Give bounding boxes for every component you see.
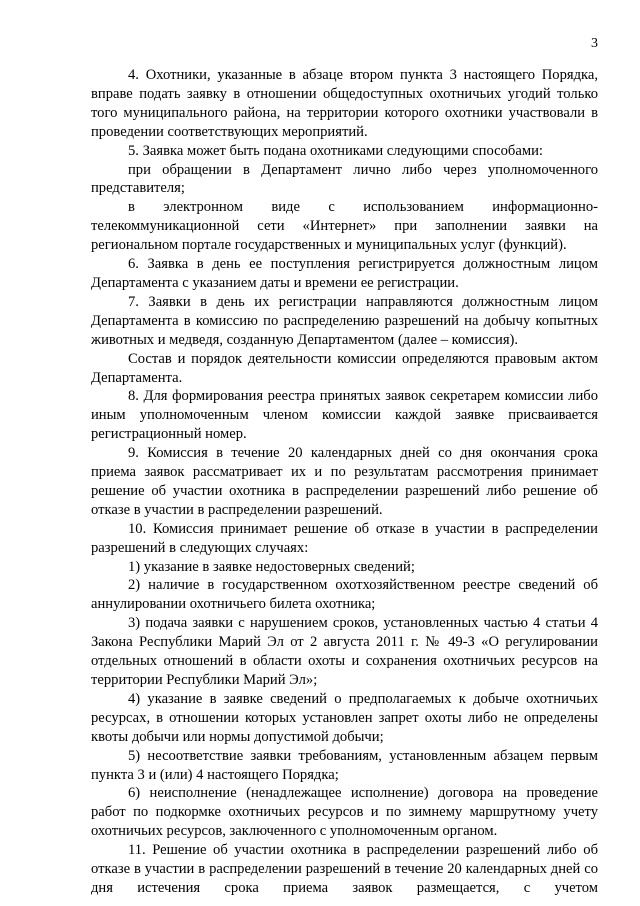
- page-number: 3: [591, 36, 598, 51]
- paragraph-p10_6: 6) неисполнение (ненадлежащее исполнение) договора на проведение работ по подкормке охотничьих ресурсов и по зимнему маршрутному учету охотничьих ресурсов, заключенного с уполномоченным органом.: [91, 785, 598, 840]
- paragraph-p4: 4. Охотники, указанные в абзаце втором пункта 3 настоящего Порядка, вправе подать заявку в отношении общедоступных охотничьих угодий только того муниципального района, на территории которого охотники участвовали в проведении соответствующих мероприятий.: [91, 67, 598, 140]
- paragraph-p10: 10. Комиссия принимает решение об отказе в участии в распределении разрешений в следующих случаях:: [91, 520, 598, 556]
- paragraph-p5: 5. Заявка может быть подана охотниками следующими способами:: [128, 142, 543, 159]
- paragraph-p10_1: 1) указание в заявке недостоверных сведений;: [128, 558, 415, 575]
- paragraph-p10_2: 2) наличие в государственном охотхозяйственном реестре сведений об аннулировании охотничьего билета охотника;: [91, 577, 598, 613]
- paragraph-p8: 8. Для формирования реестра принятых заявок секретарем комиссии либо иным уполномоченным членом комиссии каждой заявке присваивается регистрационный номер.: [91, 388, 598, 443]
- paragraph-p10_4: 4) указание в заявке сведений о предполагаемых к добыче охотничьих ресурсах, в отношении которых установлен запрет охоты либо не определены квоты добычи или нормы допустимой добычи;: [91, 690, 598, 745]
- document-body: [91, 66, 598, 898]
- paragraph-p5b: в электронном виде с использованием информационно-телекоммуникационной сети «Интернет» при заполнении заявки на региональном портале государственных и муниципальных услуг (функций).: [91, 199, 598, 254]
- paragraph-p9: 9. Комиссия в течение 20 календарных дней со дня окончания срока приема заявок рассматривает их и по результатам рассмотрения принимает решение об участии охотника в распределении разрешений либо решение об отказе в участии в распределении разрешений.: [91, 445, 598, 518]
- paragraph-p10_5: 5) несоответствие заявки требованиям, установленным абзацем первым пункта 3 и (или) 4 настоящего Порядка;: [91, 747, 598, 783]
- paragraph-p11: 11. Решение об участии охотника в распределении разрешений либо об отказе в участии в распределении разрешений в течение 20 календарных дней со дня истечения срока приема заявок размещается, с учетом: [91, 842, 598, 896]
- paragraph-p6: 6. Заявка в день ее поступления регистрируется должностным лицом Департамента с указанием даты и времени ее регистрации.: [91, 256, 598, 291]
- paragraph-p7: 7. Заявки в день их регистрации направляются должностным лицом Департамента в комиссию по распределению разрешений на добычу копытных животных и медведя, созданную Департаментом (далее – комиссия).: [91, 293, 598, 348]
- paragraph-p7a: Состав и порядок деятельности комиссии определяются правовым актом Департамента.: [91, 350, 598, 386]
- paragraph-p5a: при обращении в Департамент лично либо через уполномоченного представителя;: [91, 161, 598, 197]
- paragraph-p10_3: 3) подача заявки с нарушением сроков, установленных частью 4 статьи 4 Закона Республики Марий Эл от 2 августа 2011 г. № 49-З «О регулировании отдельных отношений в области охоты и сохранения охотничьих ресурсов на территории Республики Марий Эл»;: [91, 615, 598, 688]
